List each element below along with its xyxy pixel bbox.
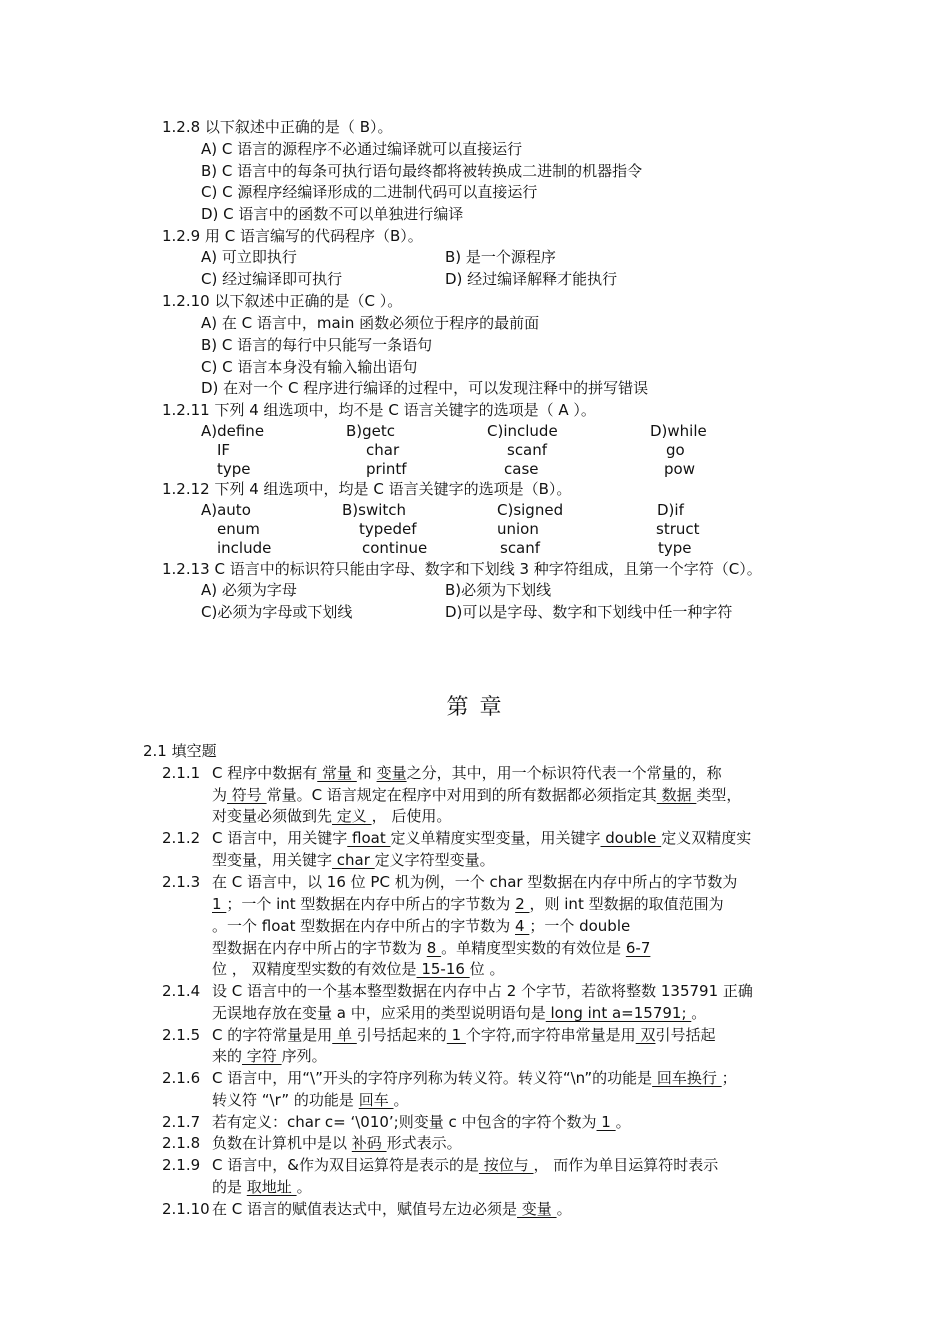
section-title: 2.1 填空题 [143, 742, 217, 760]
answer-blank: 变量 [376, 764, 407, 782]
item-2-1-7-line-1 [212, 1112, 631, 1132]
answer-blank: 取地址 [246, 1178, 297, 1196]
answer-blank: long int a=15791; [545, 1004, 692, 1022]
text: 。单精度型实数的有效位是 [441, 939, 626, 957]
item-2-1-4-line-1 [212, 981, 753, 1001]
text: C 语言中，用“\”开头的字符序列称为转义符。转义符“\n”的功能是 [212, 1069, 653, 1087]
text: 定义单精度实型变量，用关键字 [390, 829, 601, 847]
answer-blank: 常量 [317, 764, 357, 782]
answer-blank: 1 [596, 1113, 616, 1131]
text: 引号括起 [655, 1026, 716, 1044]
item-2-1-10-line-1 [212, 1199, 572, 1219]
option-d-word-3: pow [664, 460, 695, 478]
text: 之分，其中，用一个标识符代表一个常量的，称 [406, 764, 722, 782]
item-number: 2.1.6 [162, 1069, 201, 1087]
item-2-1-1-line-3 [212, 806, 451, 826]
answer-blank: 定义 [332, 807, 372, 825]
option-a-word-3: type [217, 460, 251, 478]
text: 在 C 语言中，以 16 位 PC 机为例，一个 char 型数据在内存中所占的字节数为 [212, 873, 738, 891]
option-d: D) 经过编译解释才能执行 [445, 270, 618, 288]
item-2-1-6-line-1 [212, 1068, 737, 1088]
item-2-1-3-line-4 [212, 938, 650, 958]
item-2-1-3-line-1 [212, 872, 737, 892]
answer-blank: float [347, 829, 391, 847]
answer-blank: 数据 [656, 786, 697, 804]
item-number: 2.1.1 [162, 764, 201, 782]
option-a: A) C 语言的源程序不必通过编译就可以直接运行 [201, 140, 523, 158]
option-b-word-1: B)switch [342, 501, 407, 519]
item-number: 2.1.7 [162, 1113, 201, 1131]
option-d: D)可以是字母、数字和下划线中任一种字符 [445, 603, 733, 621]
answer-blank: 字符 [242, 1047, 282, 1065]
option-c-word-1: C)include [487, 422, 558, 440]
item-number: 2.1.2 [162, 829, 201, 847]
text: 类型， [696, 786, 742, 804]
option-b: B)必须为下划线 [445, 581, 552, 599]
option-c-word-2: scanf [507, 441, 548, 459]
question-1-2-10-stem: 1.2.10 以下叙述中正确的是（C ）。 [162, 292, 403, 310]
option-c: C) C 语言本身没有输入输出语句 [201, 358, 418, 376]
text: 序列。 [281, 1047, 327, 1065]
answer-blank: 按位与 [478, 1156, 534, 1174]
answer-blank: 单 [332, 1026, 357, 1044]
text: 。一个 float 型数据在内存中所占的字节数为 [212, 917, 516, 935]
item-number: 2.1.10 [162, 1200, 210, 1218]
text: ； [721, 1069, 737, 1087]
item-number: 2.1.3 [162, 873, 201, 891]
option-d: D) C 语言中的函数不可以单独进行编译 [201, 205, 464, 223]
answer-blank: 符号 [227, 786, 267, 804]
option-a-word-1: A)define [201, 422, 265, 440]
item-2-1-4-line-2 [212, 1003, 706, 1023]
text: 定义双精度实 [661, 829, 752, 847]
item-2-1-8-line-1 [212, 1133, 462, 1153]
item-2-1-2-line-2 [212, 850, 495, 870]
answer-blank: 双 [635, 1026, 656, 1044]
text: 常量。C 语言规定在程序中对用到的所有数据都必须指定其 [266, 786, 657, 804]
answer-blank: 6-7 [625, 939, 651, 957]
text: 若有定义：char c= ‘\010’;则变量 c 中包含的字符个数为 [212, 1113, 597, 1131]
text: ， 而作为单目运算符时表示 [533, 1156, 719, 1174]
option-c-word-3: case [504, 460, 539, 478]
text: 来的 [212, 1047, 243, 1065]
text: ，则 int 型数据的取值范围为 [529, 895, 724, 913]
text: ；一个 double [529, 917, 631, 935]
text: 转义符 “\r” 的功能是 [212, 1091, 359, 1109]
text: 负数在计算机中是以 [212, 1134, 352, 1152]
item-2-1-1-line-1 [212, 763, 722, 783]
answer-blank: char [332, 851, 375, 869]
answer-blank: 8 [426, 939, 442, 957]
answer-blank: 15-16 [416, 960, 470, 978]
item-2-1-5-line-2 [212, 1046, 327, 1066]
text: C 的字符常量是用 [212, 1026, 333, 1044]
answer-blank: 1 [446, 1026, 466, 1044]
text: 无误地存放在变量 a 中，应采用的类型说明语句是 [212, 1004, 546, 1022]
item-2-1-9-line-1 [212, 1155, 718, 1175]
option-b-word-1: B)getc [346, 422, 396, 440]
chapter-heading: 第 章 [446, 695, 504, 720]
item-number: 2.1.9 [162, 1156, 201, 1174]
text: 和 [356, 764, 377, 782]
option-d-word-2: struct [656, 520, 700, 538]
text: 为 [212, 786, 228, 804]
item-2-1-2-line-1 [212, 828, 751, 848]
option-d-word-1: D)if [657, 501, 684, 519]
text: C 语言中，用关键字 [212, 829, 348, 847]
text: 型变量，用关键字 [212, 851, 333, 869]
item-2-1-3-line-2 [212, 894, 724, 914]
question-1-2-9-stem: 1.2.9 用 C 语言编写的代码程序（B）。 [162, 227, 423, 245]
answer-blank: 回车 [358, 1091, 394, 1109]
text: C 程序中数据有 [212, 764, 318, 782]
option-d-word-2: go [666, 441, 685, 459]
text: ；一个 int 型数据在内存中所占的字节数为 [226, 895, 516, 913]
option-c-word-3: scanf [500, 539, 541, 557]
text: 。 [556, 1200, 572, 1218]
option-a-word-3: include [217, 539, 272, 557]
option-b-word-3: continue [362, 539, 428, 557]
answer-blank: 4 [515, 917, 530, 935]
text: 位 。 [469, 960, 505, 978]
answer-blank: double [600, 829, 662, 847]
option-d-word-1: D)while [650, 422, 707, 440]
option-a: A) 必须为字母 [201, 581, 297, 599]
option-a-word-2: IF [217, 441, 231, 459]
question-1-2-11-stem: 1.2.11 下列 4 组选项中，均不是 C 语言关键字的选项是（ A ）。 [162, 401, 596, 419]
item-2-1-6-line-2 [212, 1090, 409, 1110]
option-b-word-2: typedef [359, 520, 417, 538]
option-b: B) C 语言中的每条可执行语句最终都将被转换成二进制的机器指令 [201, 162, 643, 180]
item-2-1-9-line-2 [212, 1177, 312, 1197]
option-a: A) 可立即执行 [201, 248, 297, 266]
text: 个字符,而字符串常量是用 [465, 1026, 636, 1044]
text: 的是 [212, 1178, 247, 1196]
text: 型数据在内存中所占的字节数为 [212, 939, 427, 957]
item-number: 2.1.8 [162, 1134, 201, 1152]
answer-blank: 回车换行 [652, 1069, 722, 1087]
option-b-word-2: char [366, 441, 400, 459]
text: 位 ， 双精度型实数的有效位是 [212, 960, 417, 978]
item-2-1-3-line-5 [212, 959, 504, 979]
item-number: 2.1.5 [162, 1026, 201, 1044]
option-c-word-1: C)signed [497, 501, 564, 519]
text: 设 C 语言中的一个基本整型数据在内存中占 2 个字节，若欲将整数 135791 正确 [212, 982, 753, 1000]
text: 。 [691, 1004, 707, 1022]
option-b: B) C 语言的每行中只能写一条语句 [201, 336, 433, 354]
question-1-2-13-stem: 1.2.13 C 语言中的标识符只能由字母、数字和下划线 3 种字符组成，且第一个字符（C）。 [162, 560, 762, 578]
answer-blank: 1 [212, 895, 227, 913]
item-2-1-1-line-2 [212, 785, 741, 805]
question-1-2-12-stem: 1.2.12 下列 4 组选项中，均是 C 语言关键字的选项是（B）。 [162, 480, 572, 498]
item-2-1-5-line-1 [212, 1025, 715, 1045]
item-2-1-3-line-3 [212, 916, 630, 936]
text: 。 [393, 1091, 409, 1109]
text: 引号括起来的 [356, 1026, 447, 1044]
answer-blank: 变量 [517, 1200, 557, 1218]
answer-blank: 2 [515, 895, 530, 913]
answer-blank: 补码 [351, 1134, 387, 1152]
option-b: B) 是一个源程序 [445, 248, 556, 266]
text: 在 C 语言的赋值表达式中，赋值号左边必须是 [212, 1200, 518, 1218]
text: 定义字符型变量。 [374, 851, 495, 869]
option-b-word-3: printf [366, 460, 407, 478]
text: C 语言中，&作为双目运算符是表示的是 [212, 1156, 479, 1174]
option-d: D) 在对一个 C 程序进行编译的过程中，可以发现注释中的拼写错误 [201, 379, 649, 397]
option-c-word-2: union [497, 520, 539, 538]
item-number: 2.1.4 [162, 982, 201, 1000]
option-a-word-1: A)auto [201, 501, 251, 519]
text: 。 [296, 1178, 312, 1196]
text: 形式表示。 [386, 1134, 462, 1152]
option-a-word-2: enum [217, 520, 260, 538]
text: ， 后使用。 [371, 807, 452, 825]
option-d-word-3: type [658, 539, 692, 557]
option-c: C) C 源程序经编译形成的二进制代码可以直接运行 [201, 183, 538, 201]
text: 对变量必须做到先 [212, 807, 333, 825]
text: 。 [615, 1113, 631, 1131]
option-a: A) 在 C 语言中，main 函数必须位于程序的最前面 [201, 314, 540, 332]
option-c: C)必须为字母或下划线 [201, 603, 353, 621]
option-c: C) 经过编译即可执行 [201, 270, 343, 288]
question-1-2-8-stem: 1.2.8 以下叙述中正确的是（ B）。 [162, 118, 393, 136]
